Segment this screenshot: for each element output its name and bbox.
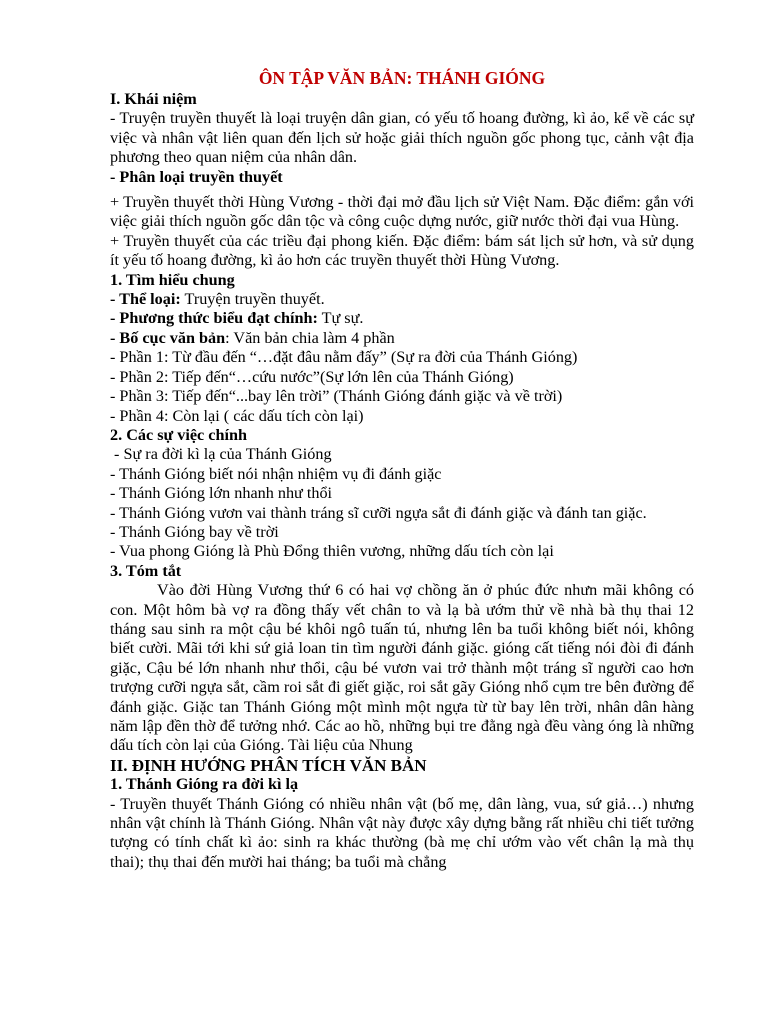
list-item: - Sự ra đời kì lạ của Thánh Gióng xyxy=(110,445,332,464)
list-item: - Phần 4: Còn lại ( các dấu tích còn lại) xyxy=(110,406,364,425)
mode-value: Tự sự. xyxy=(317,309,364,328)
list-item: - Thánh Gióng lớn nhanh như thổi xyxy=(110,484,333,503)
mode-label: - Phương thức biểu đạt chính: xyxy=(110,309,318,328)
layout-value: : Văn bản chia làm 4 phần xyxy=(225,328,395,347)
classify-paragraph-2: + Truyền thuyết của các triều đại phong kiến. Đặc điểm: bám sát lịch sử hơn, và sử dụng ít yếu tố hoang đường, kì ảo hơn các truyền thuyết thời Hùng Vương. xyxy=(110,231,694,270)
classify-heading: - Phân loại truyền thuyết xyxy=(110,167,283,186)
summary-paragraph: Vào đời Hùng Vương thứ 6 có hai vợ chồng ăn ở phúc đức nhưn mãi không có con. Một hôm bà vợ ra đồng thấy vết chân to và lạ bà ướm thử về nhà bà thụ thai 12 tháng sau sinh ra một cậu bé khôi ngô tuấn tú, nhưng lên ba tuổi không biết nói, không biết cười. Mãi tới khi sứ giả loan tin tìm người đánh giặc. gióng cất tiếng nói đòi đi đánh giặc, Cậu bé lớn nhanh như thổi, cậu bé vươn vai trở thành một tráng sĩ người cao hơn trượng cưỡi ngựa sắt, cầm roi sắt đi giết giặc, roi sắt gãy Gióng nhổ cụm tre bên đường để đánh giặc. Giặc tan Thánh Gióng một mình một ngựa từ từ bay lên trời, nhân dân hàng năm lập đền thờ để tưởng nhớ. Các ao hồ, những bụi tre đằng ngà đều vàng óng là những dấu tích còn lại của Gióng. Tài liệu của Nhung xyxy=(110,581,694,755)
list-item: - Phần 1: Từ đầu đến “…đặt đâu nằm đấy” (Sự ra đời của Thánh Gióng) xyxy=(110,348,578,367)
classify-paragraph-1: + Truyền thuyết thời Hùng Vương - thời đại mở đầu lịch sử Việt Nam. Đặc điểm: gắn với việc giải thích nguồn gốc dân tộc và công cuộc dựng nước, giữ nước thời đại vua Hùng. xyxy=(110,193,694,231)
list-item: - Phần 3: Tiếp đến“...bay lên trời” (Thánh Gióng đánh giặc và về trời) xyxy=(110,387,563,406)
layout-label: - Bố cục văn bản xyxy=(110,328,226,347)
section-heading-summary: 3. Tóm tắt xyxy=(110,561,182,580)
section-heading-concept: I. Khái niệm xyxy=(110,90,197,108)
layout-line xyxy=(110,329,694,348)
definition-paragraph: - Truyện truyền thuyết là loại truyện dân gian, có yếu tố hoang đường, kì ảo, kể về các sự việc và nhân vật liên quan đến lịch sử hoặc giải thích nguồn gốc phong tục, cảnh vật địa phương theo quan niệm của nhân dân. xyxy=(110,109,694,167)
list-item: - Thánh Gióng bay về trời xyxy=(110,522,279,541)
genre-line xyxy=(110,290,694,309)
analysis-paragraph: - Truyền thuyết Thánh Gióng có nhiều nhân vật (bố mẹ, dân làng, vua, sứ giả…) nhưng nhân vật chính là Thánh Gióng. Nhân vật này được xây dựng bằng rất nhiều chi tiết tưởng tượng có tính chất kì ảo: sinh ra khác thường (bà mẹ chỉ ướm vào vết chân lạ mà thụ thai); thụ thai đến mười hai tháng; ba tuổi mà chẳng xyxy=(110,794,694,871)
list-item: - Thánh Gióng biết nói nhận nhiệm vụ đi đánh giặc xyxy=(110,464,442,483)
section-heading-events: 2. Các sự việc chính xyxy=(110,425,247,444)
document-title: ÔN TẬP VĂN BẢN: THÁNH GIÓNG xyxy=(258,68,546,88)
genre-label: - Thể loại: xyxy=(110,290,181,309)
section-heading-analysis: II. ĐỊNH HƯỚNG PHÂN TÍCH VĂN BẢN xyxy=(110,755,427,775)
list-item: - Phần 2: Tiếp đến“…cứu nước”(Sự lớn lên của Thánh Gióng) xyxy=(110,367,514,386)
genre-value: Truyện truyền thuyết. xyxy=(180,290,325,309)
section-heading-overview: 1. Tìm hiểu chung xyxy=(110,270,235,289)
mode-line xyxy=(110,309,694,328)
list-item: - Vua phong Gióng là Phù Đổng thiên vương, những dấu tích còn lại xyxy=(110,542,554,561)
list-item: - Thánh Gióng vươn vai thành tráng sĩ cưỡi ngựa sắt đi đánh giặc và đánh tan giặc. xyxy=(110,503,647,522)
sub-heading-birth: 1. Thánh Gióng ra đời kì lạ xyxy=(110,775,299,794)
document-page xyxy=(110,66,694,872)
